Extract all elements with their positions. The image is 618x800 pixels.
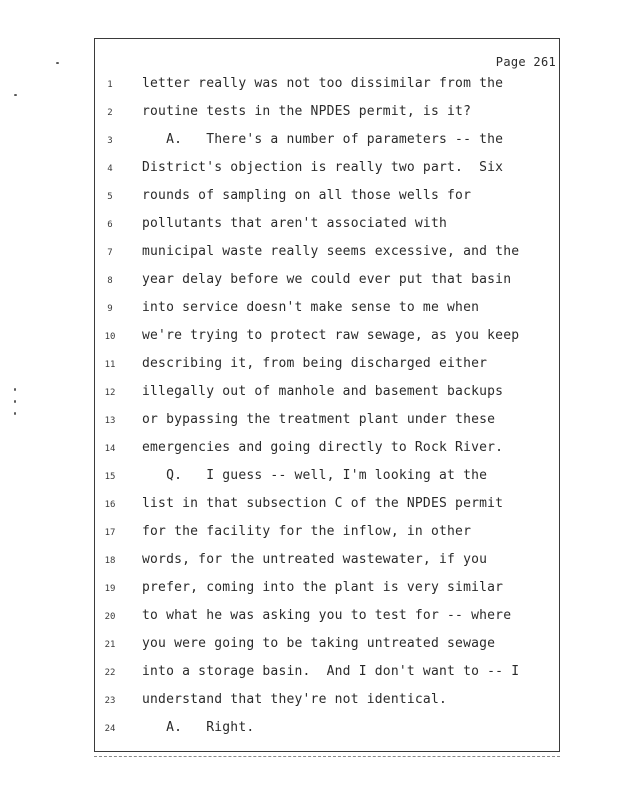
- line-number: 18: [104, 556, 116, 566]
- line-text: list in that subsection C of the NPDES permit: [142, 496, 504, 511]
- transcript-line: [100, 188, 552, 208]
- line-number: 9: [107, 304, 113, 314]
- line-text: words, for the untreated wastewater, if you: [142, 552, 488, 567]
- line-number: 6: [107, 220, 113, 230]
- line-number: 13: [104, 416, 116, 426]
- line-text: District's objection is really two part. Six: [142, 160, 504, 175]
- line-text: into service doesn't make sense to me when: [142, 300, 480, 315]
- line-text: understand that they're not identical.: [142, 692, 448, 707]
- transcript-line: [100, 692, 552, 712]
- transcript-line: [100, 440, 552, 460]
- line-number: 4: [107, 164, 113, 174]
- margin-mark: [56, 62, 59, 64]
- line-text: describing it, from being discharged either: [142, 356, 488, 371]
- transcript-line: [100, 132, 552, 152]
- line-text: prefer, coming into the plant is very similar: [142, 580, 504, 595]
- line-text: A. Right.: [142, 720, 255, 735]
- transcript-line: [100, 412, 552, 432]
- transcript-line: [100, 496, 552, 516]
- transcript-line: [100, 76, 552, 96]
- line-number: 1: [107, 80, 113, 90]
- line-text: or bypassing the treatment plant under these: [142, 412, 496, 427]
- line-number: 22: [104, 668, 116, 678]
- margin-mark: [14, 388, 16, 391]
- transcript-line: [100, 552, 552, 572]
- line-text: Q. I guess -- well, I'm looking at the: [142, 468, 488, 483]
- line-text: A. There's a number of parameters -- the: [142, 132, 504, 147]
- line-text: year delay before we could ever put that basin: [142, 272, 512, 287]
- line-number: 7: [107, 248, 113, 258]
- margin-mark: [14, 94, 17, 96]
- line-number: 19: [104, 584, 116, 594]
- line-text: rounds of sampling on all those wells for: [142, 188, 472, 203]
- line-text: letter really was not too dissimilar from the: [142, 76, 504, 91]
- transcript-line: [100, 608, 552, 628]
- transcript-line: [100, 216, 552, 236]
- line-text: illegally out of manhole and basement backups: [142, 384, 504, 399]
- line-text: routine tests in the NPDES permit, is it?: [142, 104, 472, 119]
- line-number: 3: [107, 136, 113, 146]
- transcript-line: [100, 356, 552, 376]
- line-number: 20: [104, 612, 116, 622]
- line-number: 11: [104, 360, 116, 370]
- transcript-line: [100, 468, 552, 488]
- transcript-line: [100, 328, 552, 348]
- transcript-line: [100, 636, 552, 656]
- transcript-line: [100, 664, 552, 684]
- line-text: municipal waste really seems excessive, and the: [142, 244, 520, 259]
- transcript-line: [100, 160, 552, 180]
- transcript-line: [100, 720, 552, 740]
- line-number: 21: [104, 640, 116, 650]
- line-text: to what he was asking you to test for -- where: [142, 608, 512, 623]
- line-text: you were going to be taking untreated sewage: [142, 636, 496, 651]
- line-text: we're trying to protect raw sewage, as you keep: [142, 328, 520, 343]
- transcript-line: [100, 384, 552, 404]
- line-number: 23: [104, 696, 116, 706]
- margin-mark: [14, 400, 16, 403]
- line-number: 15: [104, 472, 116, 482]
- transcript-line: [100, 104, 552, 124]
- transcript-line: [100, 244, 552, 264]
- line-text: pollutants that aren't associated with: [142, 216, 448, 231]
- line-number: 2: [107, 108, 113, 118]
- line-text: for the facility for the inflow, in other: [142, 524, 472, 539]
- bottom-rule: [94, 756, 560, 758]
- margin-mark: [14, 412, 16, 415]
- transcript-line: [100, 524, 552, 544]
- line-text: emergencies and going directly to Rock River.: [142, 440, 504, 455]
- line-number: 5: [107, 192, 113, 202]
- line-number: 17: [104, 528, 116, 538]
- transcript-line: [100, 580, 552, 600]
- line-number: 16: [104, 500, 116, 510]
- line-number: 12: [104, 388, 116, 398]
- transcript-line: [100, 300, 552, 320]
- line-number: 8: [107, 276, 113, 286]
- page-number: Page 261: [495, 55, 556, 69]
- transcript-line: [100, 272, 552, 292]
- line-text: into a storage basin. And I don't want to -- I: [142, 664, 520, 679]
- line-number: 14: [104, 444, 116, 454]
- line-number: 10: [104, 332, 116, 342]
- line-number: 24: [104, 724, 116, 734]
